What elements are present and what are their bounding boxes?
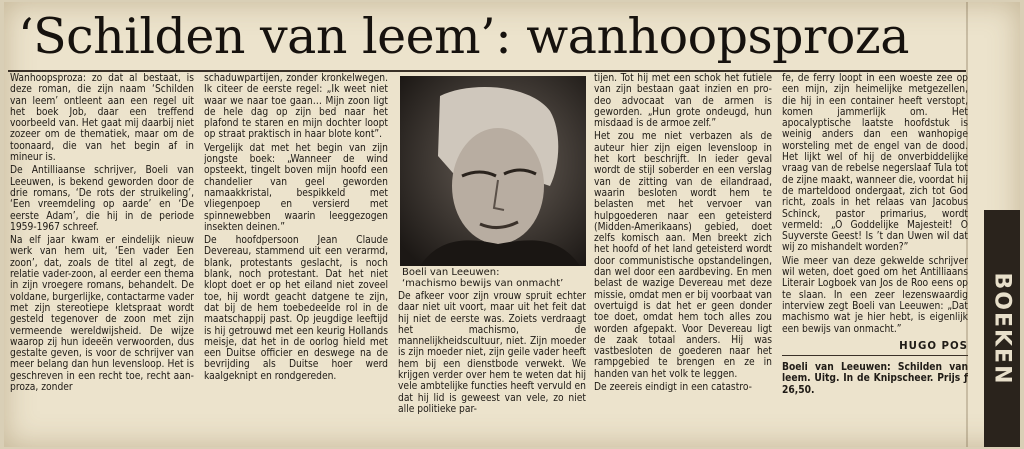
caption-line: Boeli van Leeuwen:	[402, 267, 500, 278]
fold-line	[966, 2, 968, 447]
section-tab	[984, 210, 1020, 447]
paragraph: schaduwpartijen, zonder kronkelwegen. Ik citeer de eerste regel: „Ik weet niet waar we naar toe gaan… Mijn zoon ligt de hele dag op zijn bed naar het plafond te staren en mijn dochter loopt op straat praktisch in haar blote kont”.	[204, 73, 388, 141]
section-label: BOEKEN	[989, 272, 1015, 386]
author-photo	[400, 76, 586, 266]
byline: HUGO POS	[899, 340, 968, 352]
paragraph: De zeereis eindigt in een catastro-	[594, 382, 752, 394]
paragraph: Het zou me niet verbazen als de auteur hier zijn eigen levensloop in het kort beschrijft. In ieder geval wordt de stijl soberder en een verslag van de zitting van de eilandraad, waarin besloten wordt hem te belasten met het vervoer van hulpgoederen naar een geteisterd (Midden-Amerikaans) gebied, doet zelfs komisch aan. Men breekt zich het hoofd of het land geteisterd wordt door communistische opstandelingen, dan wel door een aardbeving. En men belast de wazige Devereau met deze missie, omdat men er bij voorbaat van overtuigd is dat het er geen donder toe doet, omdat hem toch alles zou worden afgepakt. Voor Devereau ligt de zaak totaal anders. Hij was vastbesloten de goederen naar het rampgebied te brengen en ze in handen van het volk te leggen.	[594, 131, 772, 380]
paragraph: tijen. Tot hij met een schok het futiele van zijn bestaan gaat inzien en pro-deo advocaat van de armen is geworden. „Hun grote ondeugd, hun misdaad is de armoe zelf.”	[594, 73, 772, 130]
paragraph: Wie meer van deze gekwelde schrijver wil weten, doet goed om het Antilliaans Literair Logboek van Jos de Roo eens op te slaan. In een zeer lezenswaardig interview zegt Boeli van Leeuwen: „Dat machismo wat je hier hebt, is eigenlijk een bewijs van onmacht.”	[782, 255, 968, 335]
headline-rule	[8, 70, 966, 72]
book-info: Boeli van Leeuwen: Schilden van leem. Uitg. In de Knipscheer. Prijs ƒ 26,50.	[782, 362, 968, 396]
paragraph: Vergelijk dat met het begin van zijn jongste boek: „Wanneer de wind opsteekt, tingelt boven mijn hoofd een chandelier van geel geworden namaakkristal, bespikkeld met vliegenpoep en versierd met spinnewebben waarin leeggezogen insekten deinen.”	[204, 142, 388, 233]
column-3	[398, 291, 586, 445]
paragraph: fe, de ferry loopt in een woeste zee op een mijn, zijn heimelijke metgezellen, die hij in een container heeft verstopt, komen jammerlijk om. Het apocalyptische laatste hoofdstuk is weinig anders dan een wanhopige worsteling met de engel van de dood. Het lijkt wel of hij de onverbiddelijke vraag van de rebelse negerslaaf Tula tot de zijne maakt, wanneer die, voordat hij de marteldood ondergaat, zich tot God richt, zoals in het relaas van Jacobus Schinck, pastor primarius, wordt vermeld: „O Goddelijke Majesteit! O Suyverste Geest! Is ’t dan Uwen wil dat wij zo mishandelt worden?”	[782, 73, 968, 254]
divider	[782, 355, 968, 356]
caption-line: ‘machismo bewijs van onmacht’	[402, 278, 564, 289]
photo-caption	[402, 267, 588, 289]
paragraph: De Antilliaanse schrijver, Boeli van Leeuwen, is bekend geworden door de drie romans, ‘De rots der struikeling’, ‘Een vreemdeling op aarde’ en ‘De eerste Adam’, die hij in de periode 1959-1967 schreef.	[10, 165, 194, 233]
paragraph: Wanhoopsproza: zo dat al bestaat, is deze roman, die zijn naam ‘Schilden van leem’ ontleent aan een regel uit het boek Job, daar een treffend voorbeeld van. Het gaat mij daarbij niet zozeer om de thematiek, maar om de toonaard, die van het begin af in mineur is.	[10, 73, 194, 164]
paragraph: De afkeer voor zijn vrouw spruit echter daar niet uit voort, maar uit het feit dat hij niet de eerste was. Zoiets verdraagt het machismo, de mannelijkheidscultuur, niet. Zijn moeder is zijn moeder niet, zijn geile vader heeft hem bij een dienstbode verwekt. We krijgen verder over hem te weten dat hij vele ambtelijke functies heeft vervuld en dat hij lid is geweest van vele, zo niet alle politieke par-	[398, 291, 586, 415]
paragraph: Na elf jaar kwam er eindelijk nieuw werk van hem uit, ‘Een vader Een zoon’, dat, zoals de titel al zegt, de relatie vader-zoon, al eerder een thema in zijn vroegere romans, behandelt. De voldane, burgerlijke, contactarme vader met zijn stereotiepe kletspraat wordt gesteld tegenover de zoon met zijn vermeende wereldwijsheid. De wijze waarop zij hun ideeën verwoorden, dus gestalte geven, is voor de schrijver van meer belang dan hun levensloop. Het is geschreven in een recht toe, recht aan-proza, zonder	[10, 235, 194, 394]
newspaper-clipping	[4, 2, 1020, 447]
column-1	[10, 73, 194, 445]
column-2	[204, 73, 388, 445]
headline: ‘Schilden van leem’: wanhoopsproza	[18, 8, 909, 65]
column-5	[782, 73, 968, 445]
portrait-illustration	[400, 76, 586, 266]
column-4	[594, 73, 772, 445]
paragraph: De hoofdpersoon Jean Claude Devereau, stammend uit een verarmd, blank, protestants geslacht, is noch blank, noch protestant. Dat het niet klopt doet er op het eiland niet zoveel toe, hij wordt geacht datgene te zijn, dat bij de hem toebedeelde rol in de maatschappij past. Op jeugdige leeftijd is hij getrouwd met een keurig Hollands meisje, dat het in de oorlog hield met een Duitse officier en deswege na de bevrijding als Duitse hoer werd kaalgeknipt en rondgereden.	[204, 235, 388, 382]
